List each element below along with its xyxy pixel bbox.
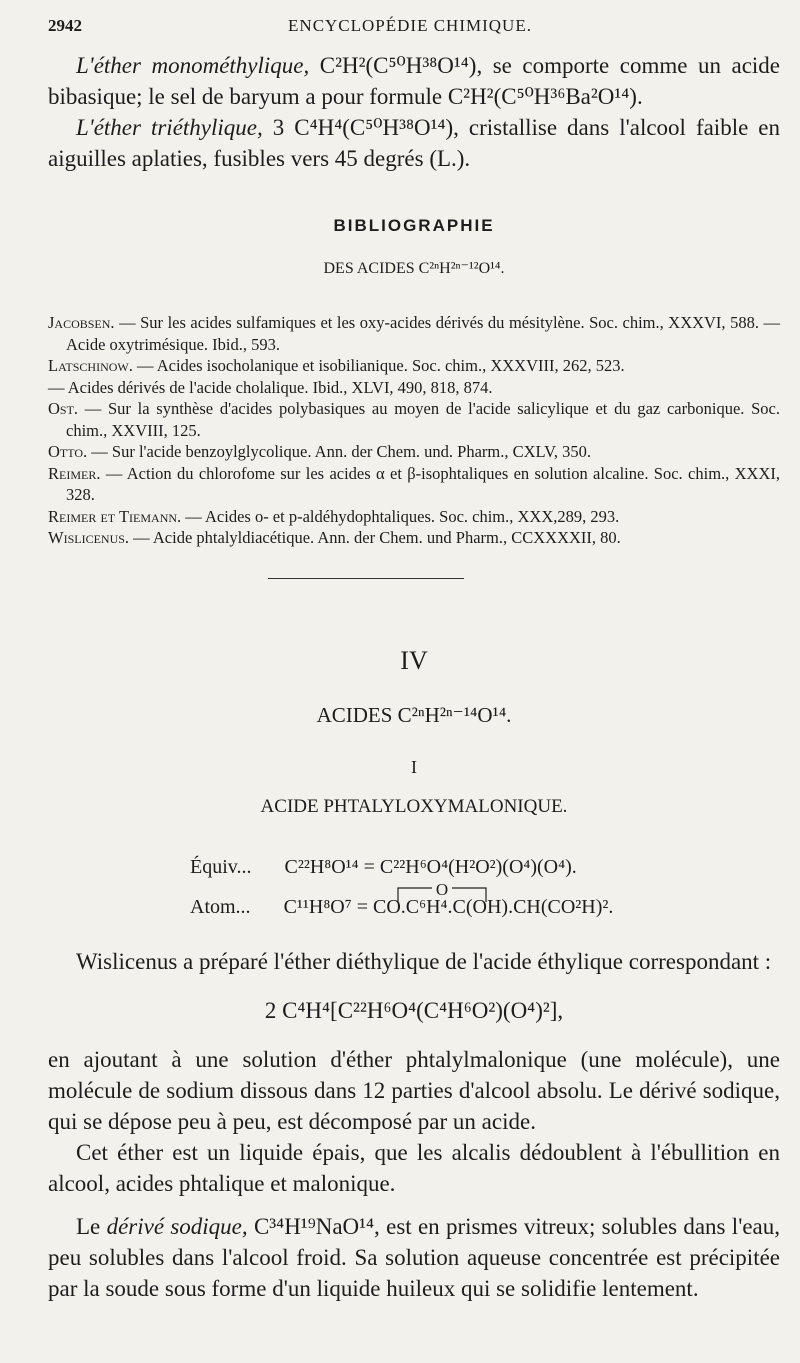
bibliography-entry [48, 441, 780, 463]
closing-formula: 2 C⁴H⁴[C²²H⁶O⁴(C⁴H⁶O²)(O⁴)²], [264, 998, 564, 1023]
section-heading [48, 644, 780, 820]
bibliography-text: — Acide phtalyldiacétique. Ann. der Chem. und Pharm., CCXXXXII, 80. [129, 528, 621, 547]
bibliography-entry [48, 398, 780, 441]
closing-text [48, 946, 780, 1304]
bibliography-entry [48, 355, 780, 377]
atom-label: Atom... [190, 896, 251, 918]
atom-formula-row [190, 896, 613, 919]
equiv-formula-row [190, 856, 577, 879]
bibliography-text: — Acides dérivés de l'acide cholalique. Ibid., XLVI, 490, 818, 874. [48, 377, 493, 397]
section-divider [268, 578, 464, 579]
equiv-label: Équiv... [190, 856, 252, 878]
intro-italic-2: L'éther triéthylique, [76, 115, 263, 140]
bibliography-entry [48, 527, 780, 549]
bibliography-text: — Sur les acides sulfamiques et les oxy-acides dérivés du mésitylène. Soc. chim., XXXVI, 588. — Acide oxytrimésique. Ibid., 593. [66, 313, 780, 354]
bibliography-entry [48, 463, 780, 506]
section-subroman: I [411, 757, 417, 777]
bibliography-author: Otto. [48, 442, 88, 461]
closing-text-4: C³⁴H¹⁹NaO¹⁴, est en prismes vitreux; solubles dans l'eau, peu solubles dans l'alcool froid. Sa solution aqueuse concentrée est précipitée par la soude sous forme d'un liquide huileux qui se solidifie lentement. [48, 1214, 781, 1301]
compound-title: ACIDE PHTALYLOXYMALONIQUE. [260, 796, 568, 817]
page-number: 2942 [48, 16, 82, 35]
atom-formula: C¹¹H⁸O⁷ = CO.C⁶H⁴.C(OH).CH(CO²H)². [283, 896, 614, 918]
bridge-oxygen: O [435, 880, 449, 899]
closing-lead-4: Le [76, 1214, 107, 1239]
bibliography-subtitle: DES ACIDES C²ⁿH²ⁿ⁻¹²O¹⁴. [323, 260, 505, 277]
bibliography-list [48, 312, 780, 549]
section-title: ACIDES C²ⁿH²ⁿ⁻¹⁴O¹⁴. [316, 703, 512, 727]
bibliography-author: Reimer. [48, 463, 101, 483]
intro-text-1: C²H²(C⁵⁰H³⁸O¹⁴), se comporte comme un acide bibasique; le sel de baryum a pour formule C²H²(C⁵⁰H³⁶Ba²O¹⁴). [48, 53, 780, 109]
closing-paragraph-3: Cet éther est un liquide épais, que les alcalis dédoublent à l'ébullition en alcool, acides phtalique et malonique. [48, 1140, 780, 1196]
bibliography-author: Jacobsen. [48, 313, 115, 332]
bibliography-entry [48, 506, 780, 528]
bibliography-entry [48, 312, 780, 355]
section-roman: IV [400, 646, 428, 675]
bibliography-author: Latschinow. [48, 356, 133, 375]
bibliography-author: Ost. [48, 399, 79, 418]
bibliography-text: — Acides o- et p-aldéhydophtaliques. Soc. chim., XXX,289, 293. [181, 506, 620, 526]
bibliography-text: — Action du chlorofome sur les acides α et β-isophtaliques en solution alcaline. Soc. chim., XXXI, 328. [66, 463, 780, 504]
running-title: ENCYCLOPÉDIE CHIMIQUE. [288, 16, 532, 35]
equiv-formula: C²²H⁸O¹⁴ = C²²H⁶O⁴(H²O²)(O⁴)(O⁴). [284, 856, 577, 878]
bibliography-text: — Acides isocholanique et isobilianique. Soc. chim., XXXVIII, 262, 523. [132, 356, 625, 375]
bibliography-entry [48, 377, 780, 399]
closing-paragraph-1: Wislicenus a préparé l'éther diéthylique de l'acide éthylique correspondant : [76, 949, 772, 974]
bibliography-text: — Sur l'acide benzoylglycolique. Ann. der Chem. und. Pharm., CXLV, 350. [87, 442, 592, 461]
closing-italic-4: dérivé sodique, [106, 1214, 248, 1239]
bibliography-text: — Sur la synthèse d'acides polybasiques au moyen de l'acide salicylique et du gaz carbonique. Soc. chim., XXVIII, 125. [66, 399, 780, 440]
intro-text-2: 3 C⁴H⁴(C⁵⁰H³⁸O¹⁴), cristallise dans l'alcool faible en aiguilles aplaties, fusibles vers 45 degrés (L.). [48, 115, 780, 171]
bibliography-author: Reimer et Tiemann. [48, 506, 182, 526]
closing-paragraph-2: en ajoutant à une solution d'éther phtalylmalonique (une molécule), une molécule de sodium dissous dans 12 parties d'alcool absolu. Le dérivé sodique, qui se dépose peu à peu, est décomposé par un acide. [48, 1047, 780, 1134]
bibliography-section [48, 0, 780, 560]
intro-italic-1: L'éther monométhylique, [76, 53, 310, 78]
bibliography-title: BIBLIOGRAPHIE [333, 216, 495, 235]
bibliography-author: Wislicenus. [48, 528, 130, 547]
closing-paragraph-4 [48, 1211, 780, 1304]
